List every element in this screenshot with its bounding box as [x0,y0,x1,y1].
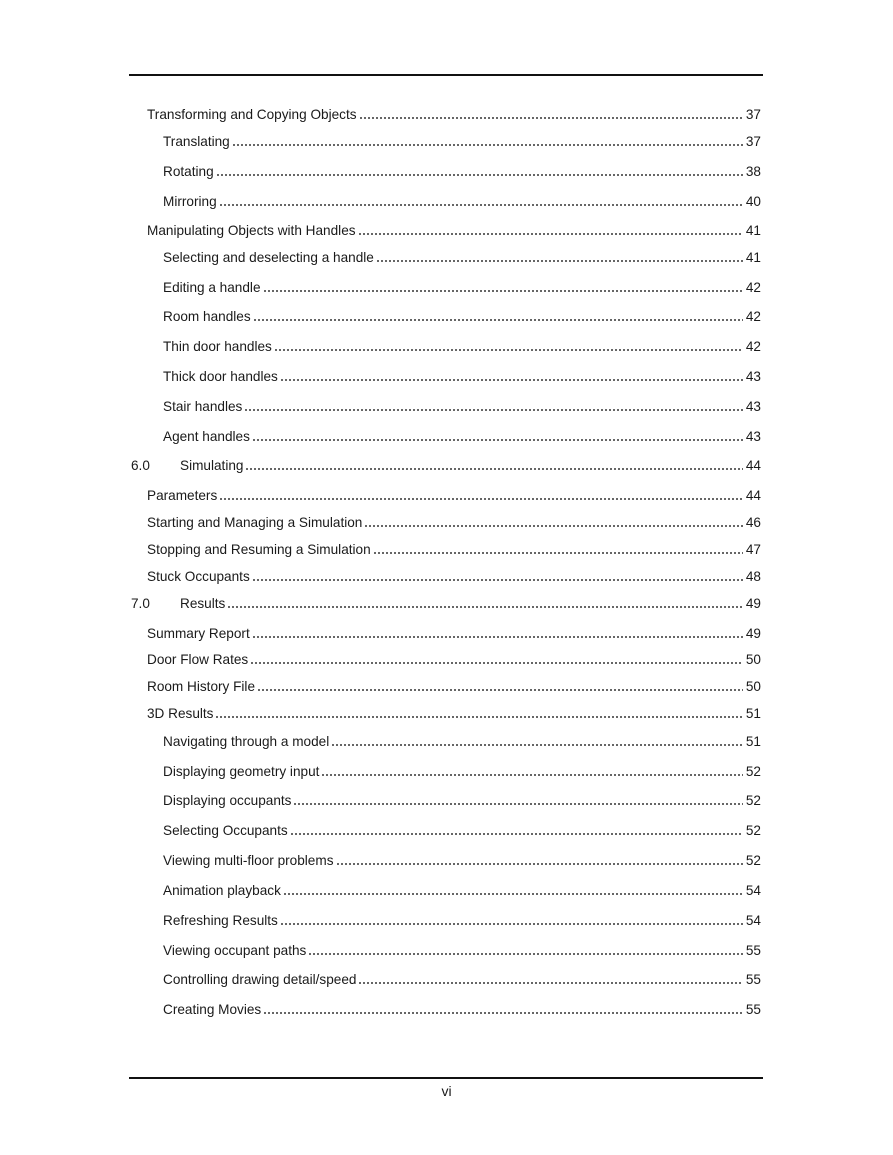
toc-entry-title: Stuck Occupants [147,569,250,584]
toc-entry-page: 55 [745,1002,761,1017]
dot-leader [308,952,743,956]
dot-leader [280,922,743,926]
toc-entry[interactable] [163,731,761,751]
toc-entry[interactable] [163,306,761,326]
toc-entry-page: 52 [745,823,761,838]
dot-leader [263,1011,743,1015]
dot-leader [376,259,743,263]
toc-entry-page: 43 [745,369,761,384]
dot-leader [331,743,743,747]
toc-entry-title: Viewing multi-floor problems [163,853,334,868]
toc-entry-page: 38 [745,164,761,179]
toc-entry-page: 49 [745,596,761,611]
dot-leader [219,203,743,207]
toc-entry-title: Viewing occupant paths [163,943,307,958]
toc-entry-title: Rotating [163,164,214,179]
toc-entry-title: Refreshing Results [163,913,278,928]
toc-entry-title: Door Flow Rates [147,652,249,667]
toc-entry-title: Agent handles [163,429,250,444]
toc-entry[interactable] [163,247,761,267]
toc-entry-title: Thick door handles [163,369,278,384]
toc-entry[interactable] [147,676,761,696]
toc-entry-page: 48 [745,569,761,584]
toc-entry-page: 43 [745,399,761,414]
toc-entry[interactable] [163,131,761,151]
toc-entry-page: 54 [745,883,761,898]
dot-leader [252,635,743,639]
toc-entry-page: 55 [745,943,761,958]
toc-entry-page: 42 [745,309,761,324]
toc-entry-title: Transforming and Copying Objects [147,107,357,122]
toc-chapter-number: 6.0 [131,458,150,473]
toc-entry-title: Animation playback [163,883,281,898]
toc-entry[interactable] [147,703,761,723]
toc-entry-page: 51 [745,734,761,749]
toc-entry[interactable] [163,336,761,356]
toc-entry-page: 54 [745,913,761,928]
footer-rule [129,1077,763,1079]
toc-entry-title: Parameters [147,488,218,503]
toc-chapter-number: 7.0 [131,596,150,611]
dot-leader [227,605,743,609]
toc-entry-page: 44 [745,488,761,503]
toc-entry-title: Translating [163,134,230,149]
dot-leader [373,551,743,555]
dot-leader [364,524,743,528]
toc-entry-page: 55 [745,972,761,987]
dot-leader [232,143,743,147]
toc-entry[interactable] [147,649,761,669]
toc-entry-title: Editing a handle [163,280,261,295]
dot-leader [263,289,743,293]
toc-entry-title: Selecting and deselecting a handle [163,250,374,265]
dot-leader [244,408,743,412]
dot-leader [274,348,743,352]
toc-entry[interactable] [163,910,761,930]
dot-leader [252,438,743,442]
toc-entry[interactable] [147,104,761,124]
toc-entry-page: 52 [745,853,761,868]
toc-entry-page: 46 [745,515,761,530]
toc-chapter-entry[interactable] [131,455,761,475]
dot-leader [219,497,743,501]
toc-entry-page: 42 [745,339,761,354]
toc-entry-title: Displaying geometry input [163,764,320,779]
toc-entry-page: 43 [745,429,761,444]
toc-entry[interactable] [163,396,761,416]
toc-entry[interactable] [163,161,761,181]
toc-entry[interactable] [163,940,761,960]
toc-entry-page: 40 [745,194,761,209]
toc-entry[interactable] [163,820,761,840]
toc-entry-title: Simulating [180,458,244,473]
toc-entry[interactable] [163,277,761,297]
dot-leader [257,688,743,692]
toc-entry-title: Navigating through a model [163,734,330,749]
toc-entry-title: Controlling drawing detail/speed [163,972,357,987]
toc-entry-title: Summary Report [147,626,250,641]
toc-entry-title: Manipulating Objects with Handles [147,223,356,238]
dot-leader [359,116,743,120]
toc-entry-page: 50 [745,652,761,667]
toc-entry-page: 51 [745,706,761,721]
toc-entry-title: Displaying occupants [163,793,292,808]
toc-entry-page: 42 [745,280,761,295]
toc-entry-title: Room handles [163,309,251,324]
toc-entry-title: Thin door handles [163,339,272,354]
toc-entry-page: 37 [745,134,761,149]
toc-entry-page: 47 [745,542,761,557]
dot-leader [290,832,743,836]
toc-entry[interactable] [163,191,761,211]
toc-entry[interactable] [163,999,761,1019]
dot-leader [215,715,742,719]
toc-entry[interactable] [163,850,761,870]
toc-entry-page: 41 [745,223,761,238]
toc-entry-title: Mirroring [163,194,217,209]
dot-leader [358,232,743,236]
toc-entry-page: 41 [745,250,761,265]
toc-entry[interactable] [163,426,761,446]
dot-leader [280,378,743,382]
dot-leader [245,467,742,471]
toc-entry[interactable] [147,566,761,586]
toc-entry[interactable] [163,761,761,781]
dot-leader [358,981,742,985]
dot-leader [250,661,743,665]
dot-leader [216,173,743,177]
page-number: vi [441,1083,452,1099]
toc-entry-title: Stopping and Resuming a Simulation [147,542,371,557]
dot-leader [252,578,743,582]
toc-entry-title: Selecting Occupants [163,823,288,838]
toc-entry-title: Room History File [147,679,256,694]
dot-leader [253,318,743,322]
toc-entry[interactable] [147,623,761,643]
toc-chapter-entry[interactable] [131,593,761,613]
toc-entry-title: 3D Results [147,706,214,721]
toc-entry-title: Results [180,596,226,611]
toc-entry-page: 49 [745,626,761,641]
toc-entry-page: 50 [745,679,761,694]
toc-entry[interactable] [147,485,761,505]
toc-entry-page: 37 [745,107,761,122]
toc-entry-page: 44 [745,458,761,473]
toc-entry-page: 52 [745,764,761,779]
toc-entry-title: Starting and Managing a Simulation [147,515,363,530]
toc-entry-title: Creating Movies [163,1002,262,1017]
toc-entry[interactable] [163,366,761,386]
toc-entry-title: Stair handles [163,399,243,414]
dot-leader [321,773,742,777]
toc-entry[interactable] [147,512,761,532]
toc-entry[interactable] [163,969,761,989]
dot-leader [283,892,743,896]
dot-leader [336,862,743,866]
toc-entry[interactable] [163,790,761,810]
toc-entry-page: 52 [745,793,761,808]
toc-entry[interactable] [163,880,761,900]
toc-entry[interactable] [147,539,761,559]
toc-entry[interactable] [147,220,761,240]
dot-leader [293,802,742,806]
